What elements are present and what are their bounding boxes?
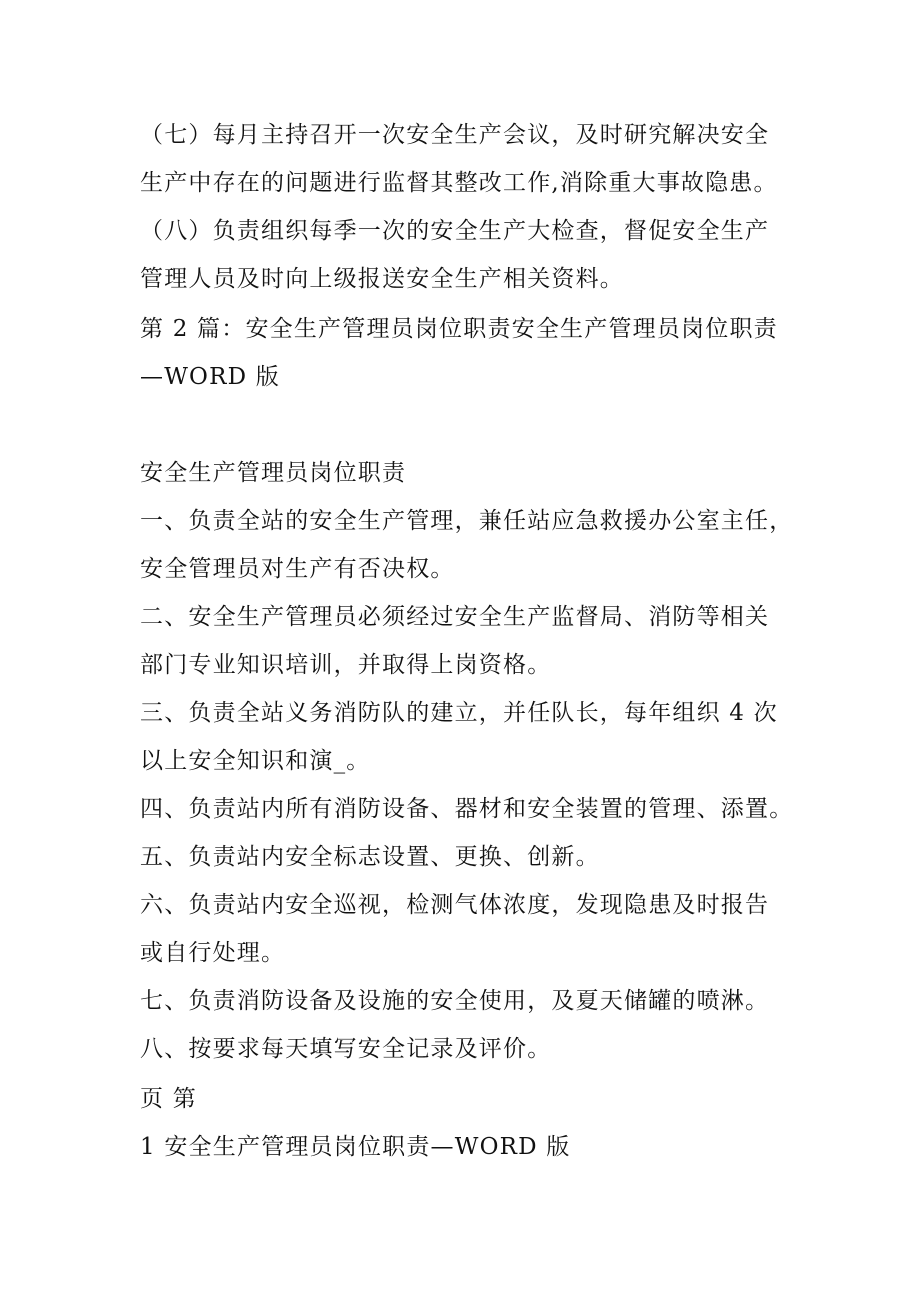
section-heading-continued: —WORD 版 (140, 364, 280, 390)
text-line: 安全管理员对生产有否决权。 (140, 556, 455, 582)
duty-item: 四、负责站内所有消防设备、器材和安全装置的管理、添置。 (140, 796, 794, 822)
duty-item: 五、负责站内安全标志设置、更换、创新。 (140, 844, 600, 870)
text-line: 管理人员及时向上级报送安全生产相关资料。 (140, 266, 624, 292)
duty-item: 二、安全生产管理员必须经过安全生产监督局、消防等相关 (140, 604, 770, 630)
page-footer-label: 页 第 (140, 1086, 197, 1112)
section-heading: 第 2 篇：安全生产管理员岗位职责安全生产管理员岗位职责 (140, 316, 778, 342)
duty-item: 七、负责消防设备及设施的安全使用，及夏天储罐的喷淋。 (140, 988, 770, 1014)
text-line: 或自行处理。 (140, 940, 286, 966)
text-line: （七）每月主持召开一次安全生产会议，及时研究解决安全 (140, 122, 770, 148)
text-line: 生产中存在的问题进行监督其整改工作,消除重大事故隐患。 (140, 170, 778, 196)
document-title: 安全生产管理员岗位职责 (140, 460, 407, 486)
duty-item: 八、按要求每天填写安全记录及评价。 (140, 1036, 552, 1062)
text-line: 以上安全知识和演_。 (140, 748, 371, 774)
page-footer-title: 1 安全生产管理员岗位职责—WORD 版 (140, 1134, 571, 1160)
text-line: 部门专业知识培训，并取得上岗资格。 (140, 652, 552, 678)
text-line: （八）负责组织每季一次的安全生产大检查，督促安全生产 (140, 218, 770, 244)
duty-item: 一、负责全站的安全生产管理，兼任站应急救援办公室主任， (140, 508, 794, 534)
duty-item: 三、负责全站义务消防队的建立，并任队长，每年组织 4 次 (140, 700, 778, 726)
duty-item: 六、负责站内安全巡视，检测气体浓度，发现隐患及时报告 (140, 892, 770, 918)
